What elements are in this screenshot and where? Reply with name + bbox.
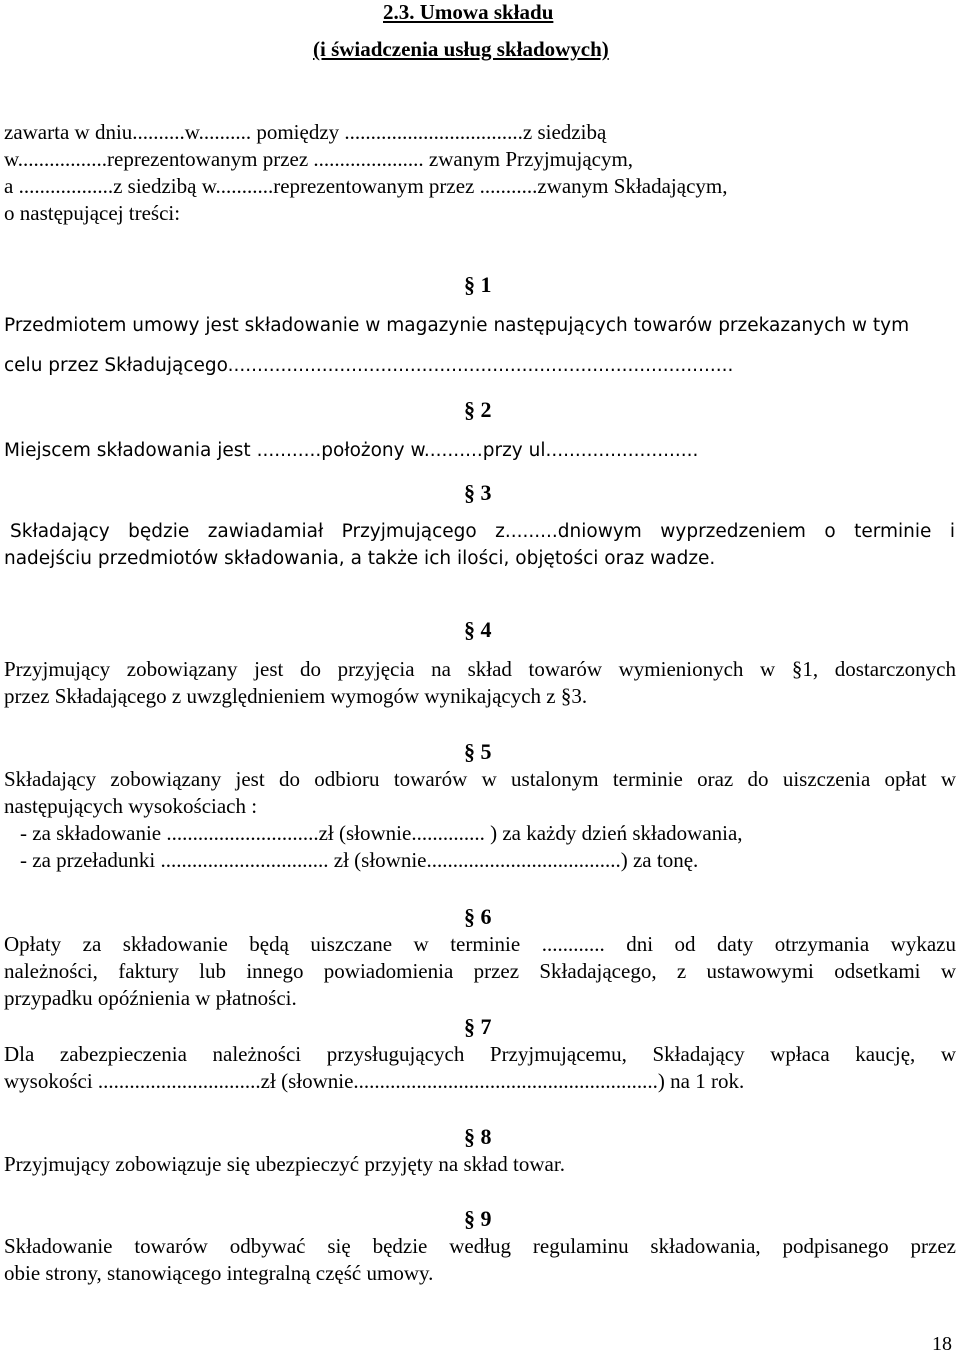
- section-4-line: przez Składającego z uwzględnieniem wymogów wynikających z §3.: [4, 684, 588, 708]
- section-mark-1: § 1: [464, 272, 492, 297]
- section-2-line: Miejscem składowania jest ...........położony w..........przy ul..........................: [4, 440, 699, 461]
- section-mark-4: § 4: [464, 617, 492, 642]
- intro-line: a ..................z siedzibą w...........reprezentowanym przez ...........zwanym Składającym,: [4, 174, 728, 198]
- section-9-line: obie strony, stanowiącego integralną część umowy.: [4, 1261, 434, 1285]
- section-6-line: przypadku opóźnienia w płatności.: [4, 986, 297, 1010]
- section-9-line: Składowanie towarów odbywać się będzie według regulaminu składowania, podpisanego przez: [4, 1234, 956, 1258]
- section-3-line: Składający będzie zawiadamiał Przyjmującego z.........dniowym wyprzedzeniem o terminie i: [10, 521, 955, 542]
- intro-line: zawarta w dniu..........w.......... pomiędzy ..................................z siedzibą: [4, 120, 607, 144]
- section-mark-7: § 7: [464, 1014, 492, 1039]
- section-4-line: Przyjmujący zobowiązany jest do przyjęcia na skład towarów wymienionych w §1, dostarczonych: [4, 657, 956, 681]
- section-mark-2: § 2: [464, 397, 492, 422]
- section-mark-9: § 9: [464, 1206, 492, 1231]
- section-7-line: Dla zabezpieczenia należności przysługujących Przyjmującemu, Składający wpłaca kaucję, w: [4, 1042, 956, 1066]
- intro-line: w.................reprezentowanym przez ..................... zwanym Przyjmującym,: [4, 147, 634, 171]
- section-mark-6: § 6: [464, 904, 492, 929]
- section-5-line: - za składowanie .............................zł (słownie.............. ) za każdy dzień składowania,: [20, 821, 743, 845]
- section-5-line: Składający zobowiązany jest do odbioru towarów w ustalonym terminie oraz do uiszczenia opłat w: [4, 767, 956, 791]
- section-3-line: nadejściu przedmiotów składowania, a także ich ilości, objętości oraz wadze.: [4, 548, 716, 569]
- page-number: 18: [932, 1333, 952, 1355]
- section-7-line: wysokości ...............................zł (słownie..........................................................) na 1 rok.: [4, 1069, 745, 1093]
- section-mark-5: § 5: [464, 739, 492, 764]
- section-1-line: celu przez Składującego......................................................................................: [4, 355, 734, 376]
- section-mark-3: § 3: [464, 480, 492, 505]
- section-6-line: Opłaty za składowanie będą uiszczane w terminie ............ dni od daty otrzymania wykazu: [4, 932, 956, 956]
- section-8-line: Przyjmujący zobowiązuje się ubezpieczyć przyjęty na skład towar.: [4, 1152, 565, 1176]
- section-1-line: Przedmiotem umowy jest składowanie w magazynie następujących towarów przekazanych w tym: [4, 315, 910, 336]
- section-mark-8: § 8: [464, 1124, 492, 1149]
- section-6-line: należności, faktury lub innego powiadomienia przez Składającego, z ustawowymi odsetkami w: [4, 959, 956, 983]
- document-title: 2.3. Umowa składu: [383, 0, 554, 24]
- document-subtitle: (i świadczenia usług składowych): [313, 37, 609, 61]
- intro-line: o następującej treści:: [4, 201, 181, 225]
- section-5-line: - za przeładunki ................................ zł (słownie.....................................) za tonę.: [20, 848, 699, 872]
- section-5-line: następujących wysokościach :: [4, 794, 258, 818]
